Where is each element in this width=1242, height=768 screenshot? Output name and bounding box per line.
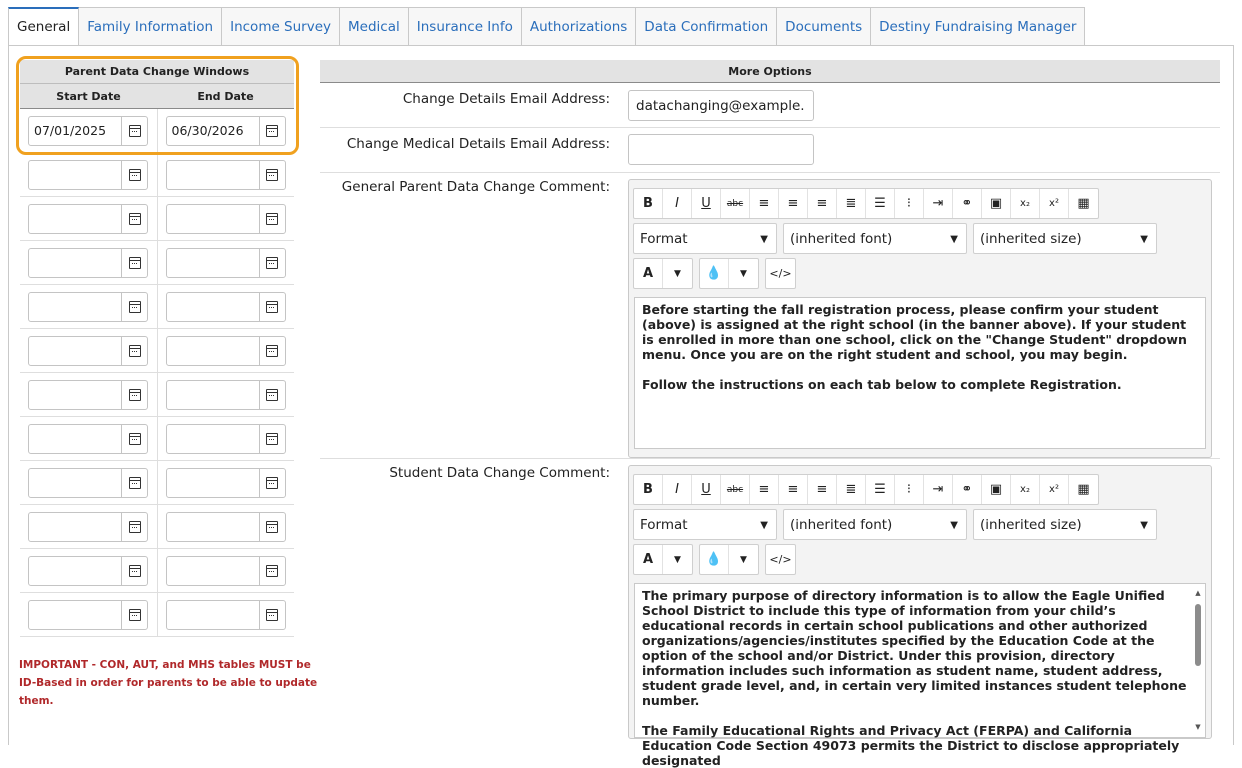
size-select[interactable]: (inherited size) ▼ [973, 223, 1157, 254]
scrollbar[interactable] [1193, 586, 1203, 735]
font-color-button[interactable]: A [634, 259, 663, 288]
font-select[interactable]: (inherited font) ▼ [783, 509, 967, 540]
calendar-button[interactable] [121, 601, 147, 629]
email-row [320, 83, 1220, 128]
medical-email-label: Change Medical Details Email Address: [346, 136, 610, 152]
calendar-button[interactable] [121, 513, 147, 541]
end-date-cell [157, 329, 295, 372]
start-date-value[interactable] [29, 205, 121, 233]
end-date-cell [157, 417, 295, 460]
format-select[interactable]: Format ▼ [633, 223, 777, 254]
start-date-value[interactable] [29, 381, 121, 409]
end-date-value[interactable] [167, 337, 259, 365]
calendar-icon [129, 521, 141, 533]
calendar-button[interactable] [259, 601, 285, 629]
format-select[interactable]: Format ▼ [633, 509, 777, 540]
end-date-cell [157, 505, 295, 548]
general-comment-editor [628, 179, 1212, 458]
start-date-cell [20, 285, 157, 328]
end-date-value[interactable] [167, 425, 259, 453]
indent-icon[interactable]: ⇥ [924, 189, 953, 218]
start-date-cell [20, 461, 157, 504]
align-center-icon[interactable]: ≡ [779, 189, 808, 218]
email-label: Change Details Email Address: [402, 91, 610, 107]
start-date-value[interactable] [29, 293, 121, 321]
calendar-icon [129, 565, 141, 577]
calendar-icon [129, 433, 141, 445]
end-date-value[interactable] [167, 205, 259, 233]
end-date-value[interactable] [167, 469, 259, 497]
calendar-icon [266, 257, 278, 269]
start-date-cell [20, 373, 157, 416]
date-window-row [20, 373, 294, 417]
strikethrough-button[interactable]: abc [721, 475, 750, 504]
general-comment-row [320, 173, 1220, 459]
end-date-input[interactable] [166, 468, 286, 498]
editor-toolbar-row-1 [629, 188, 1211, 219]
font-select[interactable]: (inherited font) ▼ [783, 223, 967, 254]
align-right-icon[interactable]: ≡ [808, 189, 837, 218]
start-date-cell [20, 241, 157, 284]
bullet-list-icon[interactable]: ☰ [866, 475, 895, 504]
start-date-value[interactable] [29, 425, 121, 453]
end-date-cell [157, 109, 295, 152]
start-date-input[interactable] [28, 292, 148, 322]
calendar-button[interactable] [259, 469, 285, 497]
section-title: More Options [320, 60, 1220, 83]
subscript-icon[interactable]: x₂ [1011, 475, 1040, 504]
start-date-value[interactable] [29, 249, 121, 277]
start-date-value[interactable] [29, 469, 121, 497]
calendar-icon [129, 477, 141, 489]
superscript-icon[interactable]: x² [1040, 189, 1069, 218]
date-window-row [20, 461, 294, 505]
start-date-cell [20, 549, 157, 592]
image-icon[interactable]: ▣ [982, 189, 1011, 218]
end-date-cell [157, 285, 295, 328]
calendar-icon [266, 169, 278, 181]
start-date-header: Start Date [56, 89, 121, 103]
italic-button[interactable]: I [663, 475, 692, 504]
calendar-button[interactable] [259, 293, 285, 321]
end-date-value[interactable]: 06/30/2026 [171, 123, 244, 138]
source-code-button[interactable]: </> [769, 267, 792, 280]
column-headers [20, 84, 294, 109]
calendar-button[interactable] [259, 557, 285, 585]
align-left-icon[interactable]: ≡ [750, 189, 779, 218]
start-date-cell [20, 109, 157, 152]
calendar-button[interactable] [121, 425, 147, 453]
calendar-icon [129, 609, 141, 621]
date-window-row [20, 417, 294, 461]
chevron-down-icon: ▼ [1140, 520, 1148, 531]
italic-button[interactable]: I [663, 189, 692, 218]
start-date-input[interactable] [28, 336, 148, 366]
calendar-icon [266, 433, 278, 445]
calendar-button[interactable] [121, 117, 147, 145]
superscript-icon[interactable]: x² [1040, 475, 1069, 504]
calendar-icon [129, 213, 141, 225]
subscript-icon[interactable]: x₂ [1011, 189, 1040, 218]
underline-button[interactable]: U [692, 475, 721, 504]
end-date-input[interactable] [166, 512, 286, 542]
link-icon[interactable]: ⚭ [953, 475, 982, 504]
start-date-value[interactable] [29, 513, 121, 541]
tab-medical[interactable]: Medical [340, 7, 409, 46]
scroll-up-icon[interactable]: ▲ [1195, 589, 1201, 597]
tab-data-confirmation[interactable]: Data Confirmation [636, 7, 777, 46]
scroll-thumb[interactable] [1195, 604, 1201, 666]
end-date-value[interactable] [167, 293, 259, 321]
start-date-input[interactable] [28, 160, 148, 190]
align-right-icon[interactable]: ≡ [808, 475, 837, 504]
calendar-button[interactable] [259, 205, 285, 233]
start-date-input[interactable] [28, 468, 148, 498]
chevron-down-icon: ▼ [1140, 234, 1148, 245]
parent-data-change-windows [20, 60, 294, 637]
calendar-button[interactable] [121, 293, 147, 321]
bold-button[interactable]: B [634, 189, 663, 218]
end-date-input[interactable] [166, 160, 286, 190]
date-window-row [20, 549, 294, 593]
tab-income-survey[interactable]: Income Survey [222, 7, 340, 46]
calendar-button[interactable] [121, 205, 147, 233]
end-date-input[interactable] [166, 292, 286, 322]
email-input[interactable]: datachanging@example. [628, 90, 814, 121]
start-date-value[interactable] [29, 601, 121, 629]
start-date-cell [20, 329, 157, 372]
underline-button[interactable]: U [692, 189, 721, 218]
highlight-color-icon[interactable]: 💧 [700, 259, 729, 288]
student-comment-row [320, 459, 1220, 768]
align-justify-icon[interactable]: ≣ [837, 475, 866, 504]
medical-email-input[interactable] [628, 134, 814, 165]
tab-insurance-info[interactable]: Insurance Info [409, 7, 522, 46]
bullet-list-icon[interactable]: ☰ [866, 189, 895, 218]
calendar-button[interactable] [121, 337, 147, 365]
end-date-input[interactable] [166, 204, 286, 234]
calendar-icon [266, 609, 278, 621]
end-date-input[interactable] [166, 556, 286, 586]
start-date-input[interactable] [28, 600, 148, 630]
medical-email-row [320, 128, 1220, 173]
end-date-input[interactable] [166, 424, 286, 454]
tab-destiny-fundraising-manager[interactable]: Destiny Fundraising Manager [871, 7, 1085, 46]
end-date-input[interactable] [166, 336, 286, 366]
calendar-button[interactable] [259, 425, 285, 453]
date-window-row [20, 241, 294, 285]
date-window-row [20, 593, 294, 637]
more-options [320, 60, 1220, 768]
numbered-list-icon[interactable]: ⁝ [895, 189, 924, 218]
calendar-icon [266, 389, 278, 401]
student-comment-label: Student Data Change Comment: [389, 465, 610, 481]
chevron-down-icon: ▼ [760, 520, 768, 531]
calendar-button[interactable] [259, 117, 285, 145]
chevron-down-icon[interactable]: ▼ [674, 268, 681, 279]
calendar-icon [266, 345, 278, 357]
section-title: Parent Data Change Windows [20, 60, 294, 84]
calendar-button[interactable] [259, 249, 285, 277]
date-window-row [20, 329, 294, 373]
calendar-button[interactable] [259, 513, 285, 541]
calendar-button[interactable] [259, 161, 285, 189]
start-date-cell [20, 593, 157, 636]
calendar-icon [266, 301, 278, 313]
start-date-input[interactable] [28, 248, 148, 278]
editor-toolbar-row-3 [629, 544, 1211, 575]
end-date-input[interactable] [166, 380, 286, 410]
date-window-row [20, 197, 294, 241]
end-date-value[interactable] [167, 381, 259, 409]
end-date-cell [157, 549, 295, 592]
calendar-icon [129, 257, 141, 269]
calendar-button[interactable] [121, 557, 147, 585]
calendar-button[interactable] [121, 249, 147, 277]
calendar-button[interactable] [259, 381, 285, 409]
calendar-icon [266, 213, 278, 225]
end-date-header: End Date [197, 89, 254, 103]
font-color-button[interactable]: A [634, 545, 663, 574]
calendar-button[interactable] [121, 161, 147, 189]
link-icon[interactable]: ⚭ [953, 189, 982, 218]
start-date-cell [20, 505, 157, 548]
end-date-value[interactable] [167, 557, 259, 585]
end-date-cell [157, 373, 295, 416]
end-date-value[interactable] [167, 249, 259, 277]
scroll-down-icon[interactable]: ▼ [1195, 723, 1201, 731]
start-date-value[interactable] [29, 337, 121, 365]
start-date-value[interactable]: 07/01/2025 [34, 123, 107, 138]
end-date-input[interactable] [166, 248, 286, 278]
end-date-cell [157, 241, 295, 284]
calendar-button[interactable] [259, 337, 285, 365]
chevron-down-icon: ▼ [950, 520, 958, 531]
chevron-down-icon: ▼ [950, 234, 958, 245]
editor-toolbar-row-2 [629, 509, 1211, 540]
end-date-input[interactable] [166, 600, 286, 630]
tab-general[interactable]: General [8, 7, 79, 46]
table-icon[interactable]: ▦ [1077, 482, 1090, 497]
tab-authorizations[interactable]: Authorizations [522, 7, 636, 46]
align-justify-icon[interactable]: ≣ [837, 189, 866, 218]
calendar-icon [266, 477, 278, 489]
end-date-value[interactable] [167, 513, 259, 541]
tab-documents[interactable]: Documents [777, 7, 871, 46]
student-comment-editor [628, 465, 1212, 768]
calendar-button[interactable] [121, 469, 147, 497]
end-date-cell [157, 461, 295, 504]
calendar-icon [129, 125, 141, 137]
numbered-list-icon[interactable]: ⁝ [895, 475, 924, 504]
align-left-icon[interactable]: ≡ [750, 475, 779, 504]
editor-toolbar-row-1 [629, 474, 1211, 505]
editor-toolbar-row-3 [629, 258, 1211, 289]
source-code-button[interactable]: </> [769, 553, 792, 566]
chevron-down-icon[interactable]: ▼ [674, 554, 681, 565]
tab-bar [8, 7, 1085, 46]
start-date-input[interactable] [28, 512, 148, 542]
start-date-input[interactable] [28, 424, 148, 454]
chevron-down-icon[interactable]: ▼ [740, 268, 747, 279]
end-date-cell [157, 197, 295, 240]
general-comment-textarea[interactable]: Before starting the fall registration process, please confirm your student (above) is assigned at the right school (in the banner above). If your student is enrolled in more than one school, click on the "Change Student" dropdown menu. Once you are on the right student and school, you may begin. Follow the instructions on each tab below to complete Registration. [634, 297, 1206, 449]
calendar-icon [266, 521, 278, 533]
date-window-row [20, 285, 294, 329]
start-date-cell [20, 153, 157, 196]
indent-icon[interactable]: ⇥ [924, 475, 953, 504]
end-date-value[interactable] [167, 161, 259, 189]
calendar-icon [129, 345, 141, 357]
calendar-icon [266, 565, 278, 577]
date-window-row [20, 109, 294, 153]
date-rows [20, 109, 294, 637]
general-comment-label: General Parent Data Change Comment: [341, 179, 610, 195]
start-date-cell [20, 417, 157, 460]
date-window-row [20, 505, 294, 549]
start-date-cell [20, 197, 157, 240]
date-window-row [20, 153, 294, 197]
calendar-icon [266, 125, 278, 137]
end-date-value[interactable] [167, 601, 259, 629]
highlight-color-icon[interactable]: 💧 [700, 545, 729, 574]
start-date-input[interactable] [28, 116, 148, 146]
image-icon[interactable]: ▣ [982, 475, 1011, 504]
end-date-cell [157, 593, 295, 636]
end-date-input[interactable] [166, 116, 286, 146]
important-note: IMPORTANT - CON, AUT, and MHS tables MUST be ID-Based in order for parents to be able to update them. [19, 659, 318, 707]
chevron-down-icon: ▼ [760, 234, 768, 245]
start-date-input[interactable] [28, 556, 148, 586]
strikethrough-button[interactable]: abc [721, 189, 750, 218]
tab-family-information[interactable]: Family Information [79, 7, 222, 46]
start-date-input[interactable] [28, 380, 148, 410]
editor-toolbar-row-2 [629, 223, 1211, 254]
calendar-button[interactable] [121, 381, 147, 409]
bold-button[interactable]: B [634, 475, 663, 504]
calendar-icon [129, 169, 141, 181]
start-date-value[interactable] [29, 557, 121, 585]
table-icon[interactable]: ▦ [1077, 196, 1090, 211]
start-date-value[interactable] [29, 161, 121, 189]
calendar-icon [129, 389, 141, 401]
student-comment-textarea[interactable]: The primary purpose of directory information is to allow the Eagle Unified School District to include this type of information from your child’s educational records in certain school publications and other authorized organizations/agencies/institutes specified by the Education Code at the option of the school and/or District. Under this provision, directory information includes such information as student name, student address, student grade level, and, in certain very limited instances student telephone number. The Family Educational Rights and Privacy Act (FERPA) and California Education Code Section 49073 permits the District to disclose appropriately designated ▲ ▼ [634, 583, 1206, 738]
start-date-input[interactable] [28, 204, 148, 234]
align-center-icon[interactable]: ≡ [779, 475, 808, 504]
size-select[interactable]: (inherited size) ▼ [973, 509, 1157, 540]
calendar-icon [129, 301, 141, 313]
end-date-cell [157, 153, 295, 196]
chevron-down-icon[interactable]: ▼ [740, 554, 747, 565]
